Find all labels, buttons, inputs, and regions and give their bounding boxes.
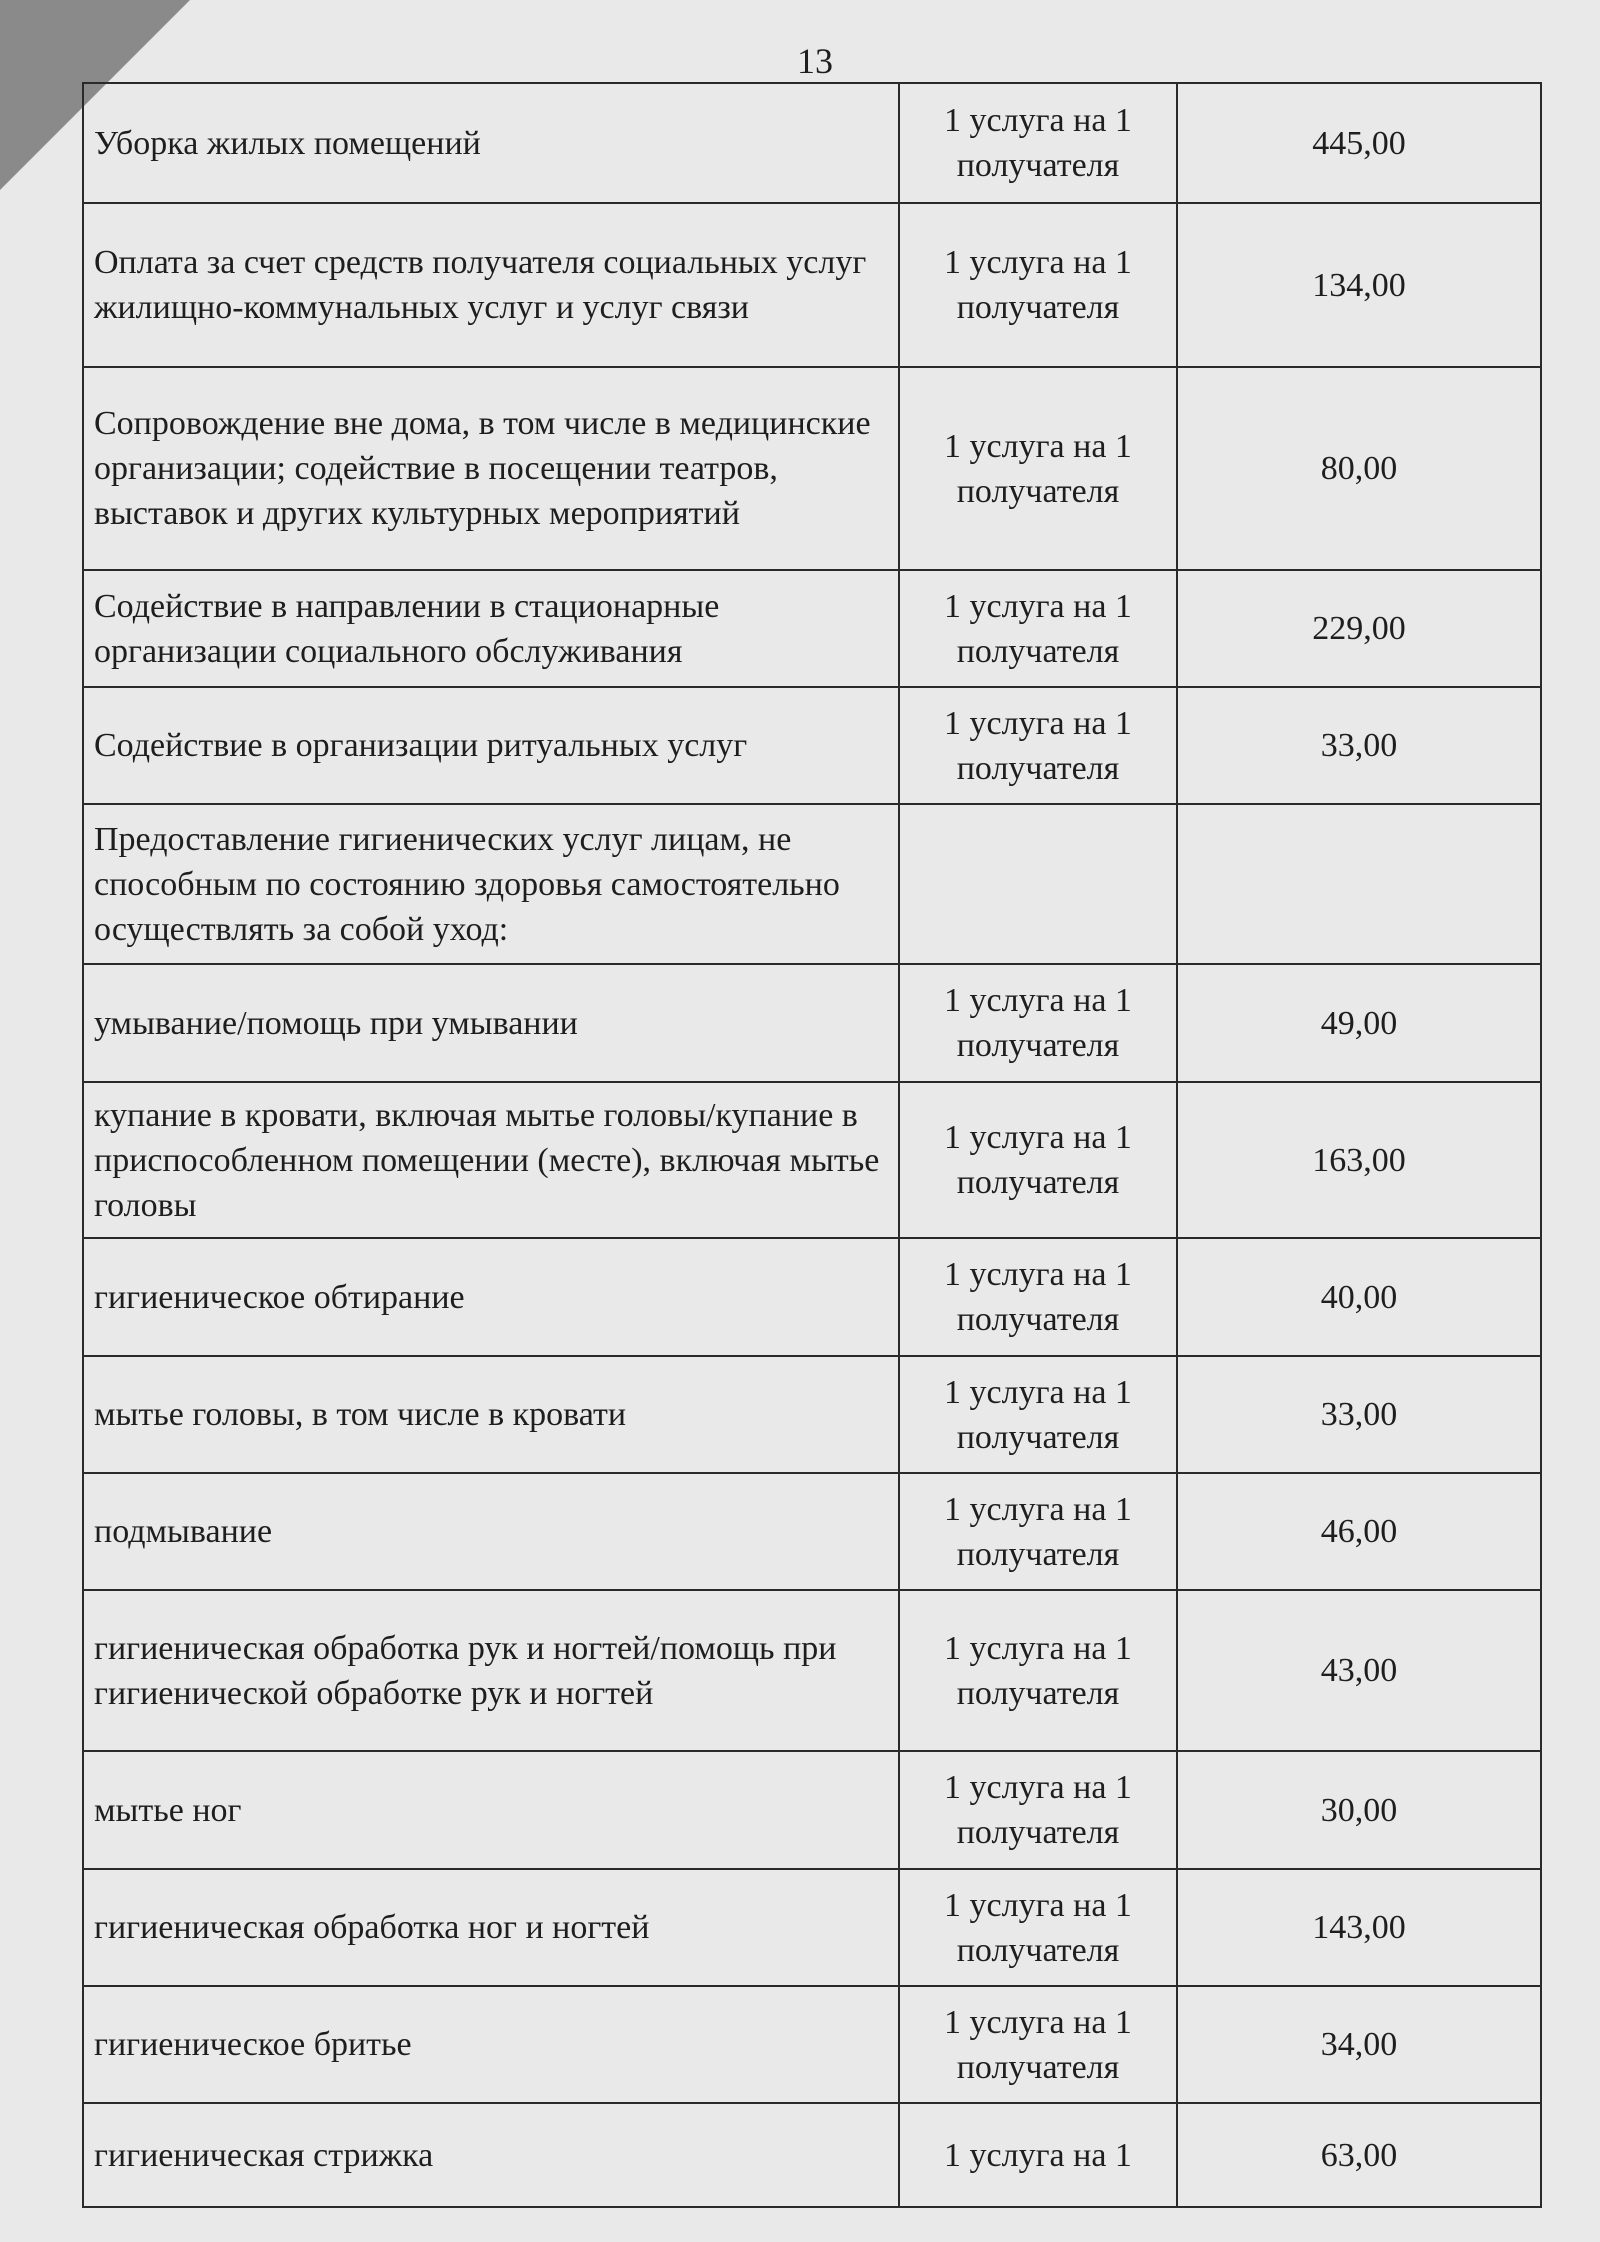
unit-cell: 1 услуга на 1 получателя: [899, 964, 1177, 1082]
table-row: [83, 1082, 1541, 1238]
unit-cell: 1 услуга на 1 получателя: [899, 83, 1177, 203]
table-row: [83, 2103, 1541, 2207]
page-number: 13: [797, 41, 833, 81]
service-name-cell: гигиеническое обтирание: [83, 1238, 899, 1356]
table-row: [83, 1238, 1541, 1356]
price-cell: 63,00: [1177, 2103, 1541, 2207]
service-name-cell: гигиеническая стрижка: [83, 2103, 899, 2207]
services-price-table: [82, 82, 1542, 2208]
service-name-cell: Содействие в организации ритуальных услуг: [83, 687, 899, 804]
table-row: [83, 687, 1541, 804]
services-table-body: [83, 83, 1541, 2207]
price-cell: [1177, 804, 1541, 964]
unit-cell: 1 услуга на 1: [899, 2103, 1177, 2207]
service-name-cell: умывание/помощь при умывании: [83, 964, 899, 1082]
price-cell: 143,00: [1177, 1869, 1541, 1986]
service-name-cell: Оплата за счет средств получателя социальных услуг жилищно-коммунальных услуг и услуг связи: [83, 203, 899, 367]
table-row: [83, 964, 1541, 1082]
unit-cell: 1 услуга на 1 получателя: [899, 1986, 1177, 2103]
price-cell: 43,00: [1177, 1590, 1541, 1751]
unit-cell: 1 услуга на 1 получателя: [899, 1473, 1177, 1590]
table-row: [83, 367, 1541, 570]
service-name-cell: гигиеническая обработка ног и ногтей: [83, 1869, 899, 1986]
price-cell: 46,00: [1177, 1473, 1541, 1590]
service-name-cell: Сопровождение вне дома, в том числе в медицинские организации; содействие в посещении театров, выставок и других культурных мероприятий: [83, 367, 899, 570]
unit-cell: 1 услуга на 1 получателя: [899, 1590, 1177, 1751]
table-row: [83, 203, 1541, 367]
table-row: [83, 1751, 1541, 1869]
service-name-cell: гигиеническое бритье: [83, 1986, 899, 2103]
service-name-cell: гигиеническая обработка рук и ногтей/помощь при гигиенической обработке рук и ногтей: [83, 1590, 899, 1751]
table-row: [83, 1869, 1541, 1986]
price-cell: 445,00: [1177, 83, 1541, 203]
service-name-cell: мытье головы, в том числе в кровати: [83, 1356, 899, 1473]
service-name-cell: купание в кровати, включая мытье головы/купание в приспособленном помещении (месте), включая мытье головы: [83, 1082, 899, 1238]
price-cell: 163,00: [1177, 1082, 1541, 1238]
price-cell: 80,00: [1177, 367, 1541, 570]
unit-cell: 1 услуга на 1 получателя: [899, 570, 1177, 687]
table-row: [83, 570, 1541, 687]
unit-cell: 1 услуга на 1 получателя: [899, 1869, 1177, 1986]
price-cell: 229,00: [1177, 570, 1541, 687]
service-name-cell: Содействие в направлении в стационарные организации социального обслуживания: [83, 570, 899, 687]
price-cell: 33,00: [1177, 1356, 1541, 1473]
unit-cell: 1 услуга на 1 получателя: [899, 203, 1177, 367]
unit-cell: 1 услуга на 1 получателя: [899, 687, 1177, 804]
unit-cell: 1 услуга на 1 получателя: [899, 1238, 1177, 1356]
price-cell: 30,00: [1177, 1751, 1541, 1869]
service-name-cell: Предоставление гигиенических услуг лицам, не способным по состоянию здоровья самостоятельно осуществлять за собой уход:: [83, 804, 899, 964]
price-cell: 40,00: [1177, 1238, 1541, 1356]
unit-cell: 1 услуга на 1 получателя: [899, 367, 1177, 570]
unit-cell: 1 услуга на 1 получателя: [899, 1082, 1177, 1238]
service-name-cell: Уборка жилых помещений: [83, 83, 899, 203]
price-cell: 49,00: [1177, 964, 1541, 1082]
unit-cell: [899, 804, 1177, 964]
price-cell: 34,00: [1177, 1986, 1541, 2103]
table-row: [83, 1356, 1541, 1473]
unit-cell: 1 услуга на 1 получателя: [899, 1751, 1177, 1869]
service-name-cell: мытье ног: [83, 1751, 899, 1869]
price-cell: 33,00: [1177, 687, 1541, 804]
table-row: [83, 1986, 1541, 2103]
table-row: [83, 83, 1541, 203]
service-name-cell: подмывание: [83, 1473, 899, 1590]
table-row: [83, 1590, 1541, 1751]
unit-cell: 1 услуга на 1 получателя: [899, 1356, 1177, 1473]
table-row: [83, 1473, 1541, 1590]
table-row: [83, 804, 1541, 964]
price-cell: 134,00: [1177, 203, 1541, 367]
